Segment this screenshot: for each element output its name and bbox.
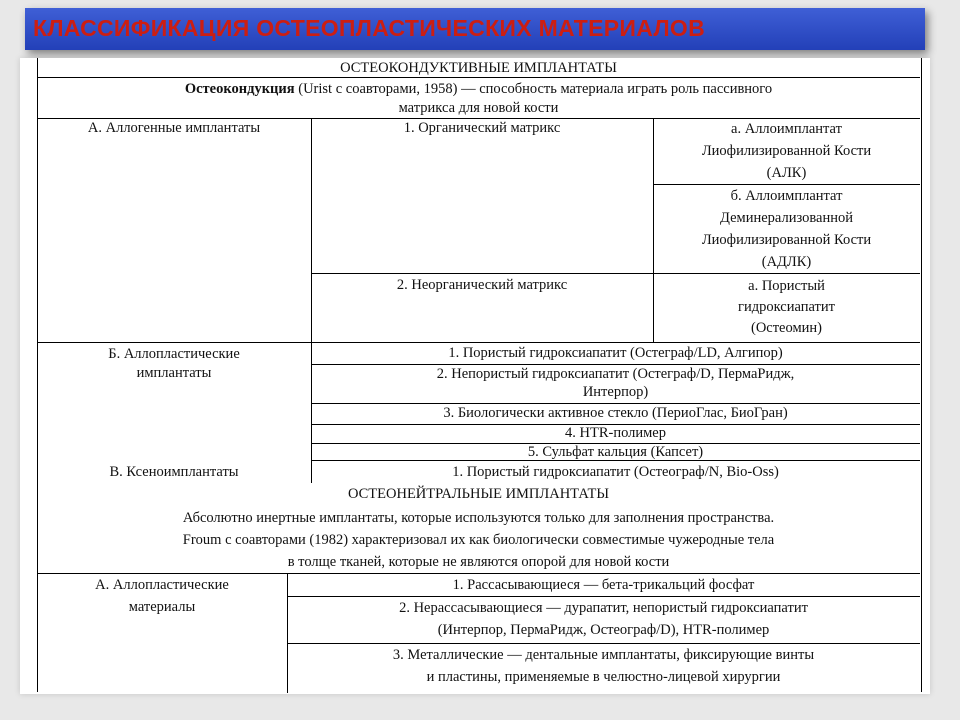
definition-line-2: матрикса для новой кости [398, 100, 559, 116]
category-allogenic: А. Аллогенные имплантаты [87, 120, 261, 136]
category-xenograft: В. Ксеноимплантаты [109, 464, 239, 480]
osteoneutral-item: 2. Нерассасывающиеся — дурапатит, непористый гидроксиапатит [399, 600, 808, 616]
definition-text: (Urist с соавторами, 1958) — способность материала играть роль пассивного [294, 81, 773, 97]
category-alloplastic-materials-line: материалы [128, 599, 196, 615]
definition-term: Остеокондукция [184, 81, 295, 97]
osteoneutral-description: Абсолютно инертные имплантаты, которые используются только для заполнения пространства. [182, 510, 775, 526]
category-alloplastic-line: Б. Аллопластические [108, 346, 240, 362]
slide-title: КЛАССИФИКАЦИЯ ОСТЕОПЛАСТИЧЕСКИХ МАТЕРИАЛОВ [33, 15, 705, 41]
organic-matrix: 1. Органический матрикс [403, 120, 561, 136]
osteoneutral-item: и пластины, применяемые в челюстно-лицевой хирургии [426, 669, 781, 685]
osteoneutral-description: в толще тканей, которые не являются опорой для новой кости [287, 554, 670, 570]
alloplastic-item: 1. Пористый гидроксиапатит (Остеграф/LD, Алгипор) [448, 345, 783, 361]
allograft-adlk-line: (АДЛК) [761, 254, 812, 270]
allograft-alk-line: Лиофилизированной Кости [701, 143, 872, 159]
osteomin-line: (Остеомин) [750, 320, 822, 336]
osteoneutral-item: (Интерпор, ПермаРидж, Остеограф/D), HTR-полимер [437, 622, 770, 638]
category-alloplastic-materials-line: А. Аллопластические [95, 577, 229, 593]
allograft-adlk-line: Деминерализованной [720, 210, 853, 226]
alloplastic-item: Интерпор) [582, 384, 649, 400]
osteoneutral-item: 3. Металлические — дентальные имплантаты, фиксирующие винты [392, 647, 815, 663]
osteoneutral-item: 1. Рассасывающиеся — бета-трикальций фосфат [452, 577, 755, 593]
inorganic-matrix: 2. Неорганический матрикс [396, 277, 568, 293]
allograft-adlk-line: Лиофилизированной Кости [701, 232, 872, 248]
allograft-adlk-line: б. Аллоимплантат [730, 188, 843, 204]
alloplastic-item: 5. Сульфат кальция (Капсет) [527, 444, 704, 460]
category-alloplastic-line: имплантаты [136, 365, 212, 381]
osteomin-line: гидроксиапатит [738, 299, 835, 315]
allograft-alk-line: а. Аллоимплантат [731, 121, 842, 137]
alloplastic-item: 3. Биологически активное стекло (ПериоГлас, БиоГран) [443, 405, 788, 421]
rule [653, 184, 920, 185]
rule [287, 643, 920, 644]
slide-title-bar [25, 8, 925, 50]
xenograft-item: 1. Пористый гидроксиапатит (Остеограф/N, Bio-Oss) [452, 464, 779, 480]
rule [311, 273, 920, 274]
rule [37, 573, 920, 574]
section-header-osteoneutral: ОСТЕОНЕЙТРАЛЬНЫЕ ИМПЛАНТАТЫ [347, 486, 610, 502]
rule [287, 596, 920, 597]
osteoneutral-description: Froum с соавторами (1982) характеризовал их как биологически совместимые чужеродные тела [182, 532, 775, 548]
allograft-alk-line: (АЛК) [766, 165, 807, 181]
alloplastic-item: 2. Непористый гидроксиапатит (Остеграф/D, ПермаРидж, [436, 366, 795, 382]
section-header-osteoconductive: ОСТЕОКОНДУКТИВНЫЕ ИМПЛАНТАТЫ [340, 60, 617, 76]
rule [311, 118, 312, 342]
osteomin-line: а. Пористый [748, 278, 825, 294]
alloplastic-item: 4. HTR-полимер [564, 425, 666, 441]
definition-line-1 [37, 79, 920, 99]
